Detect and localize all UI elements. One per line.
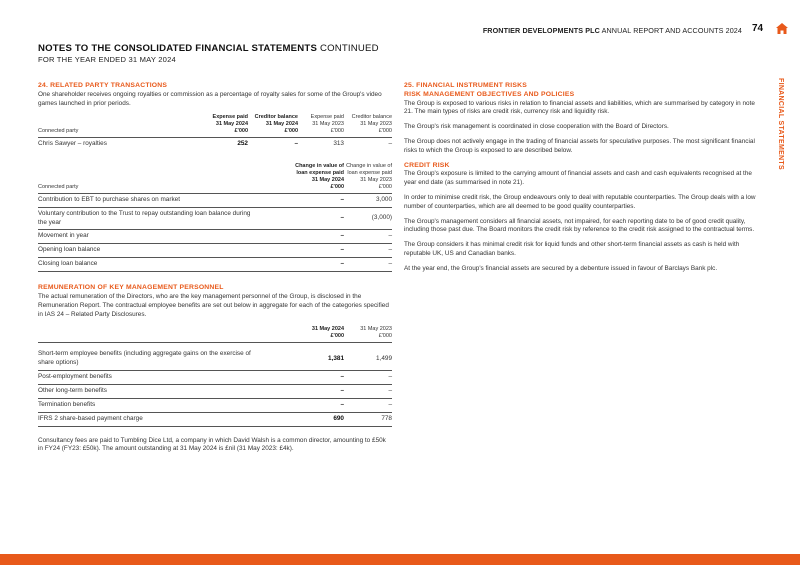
table-row: Termination benefits – –: [38, 398, 392, 412]
table1-header-4: Creditor balance 31 May 2023 £'000: [351, 114, 392, 135]
risk-objectives-heading: RISK MANAGEMENT OBJECTIVES AND POLICIES: [404, 90, 575, 98]
table-row: Chris Sawyer – royalties 252 – 313 –: [38, 138, 392, 152]
table-row: Closing loan balance – –: [38, 258, 392, 272]
table-row: IFRS 2 share-based payment charge 690 778: [38, 412, 392, 426]
note25-paragraph: The Group is exposed to various risks in relation to financial assets and liabilities, which are summarised by category in note 21. The main types of risks are credit risk, currency risk and liquidity risk.: [404, 99, 755, 116]
table1-header-party: Connected party: [38, 128, 79, 135]
table2-header-1: Change in value of loan expense paid 31 May 2024 £'000: [295, 163, 344, 191]
table2-header-2: Change in value of loan expense paid 31 May 2023 £'000: [346, 163, 392, 191]
table3-header-1: 31 May 2024 £'000: [311, 325, 344, 339]
note24-heading: 24. RELATED PARTY TRANSACTIONS: [38, 82, 168, 89]
loan-table: [38, 163, 392, 272]
table1-header-1: Expense paid 31 May 2024 £'000: [212, 114, 248, 135]
page-subtitle: FOR THE YEAR ENDED 31 MAY 2024: [38, 55, 176, 64]
remuneration-text: The actual remuneration of the Directors, who are the key management personnel of the Group, is disclosed in the Remuneration Report. The contractual employee benefits are set out below in aggregate for each of the categories specified in IAS 24 – Related Party Disclosures.: [38, 293, 389, 318]
credit-risk-heading: CREDIT RISK: [404, 161, 450, 169]
table2-header-party: Connected party: [38, 184, 79, 191]
note24-intro: One shareholder receives ongoing royalties or commission as a percentage of royalty sales for some of the Group's video games launched in prior periods.: [38, 90, 382, 107]
home-icon[interactable]: [776, 23, 788, 34]
note25-heading: 25. FINANCIAL INSTRUMENT RISKS: [404, 82, 527, 89]
royalties-table: [38, 114, 392, 151]
section-side-label[interactable]: FINANCIAL STATEMENTS: [777, 78, 784, 170]
table-row: Post-employment benefits – –: [38, 370, 392, 384]
right-column: [404, 82, 760, 280]
running-header: FRONTIER DEVELOPMENTS PLC ANNUAL REPORT AND ACCOUNTS 2024: [482, 26, 742, 35]
consultancy-note: Consultancy fees are paid to Tumbling Dice Ltd, a company in which David Walsh is a common director, amounting to £50k in FY24 (FY23: £50k). The amount outstanding at 31 May 2024 is £nil (31 May 2023: £4k).: [38, 436, 386, 453]
page-title: NOTES TO THE CONSOLIDATED FINANCIAL STATEMENTS CONTINUED: [38, 43, 379, 54]
table3-header-2: 31 May 2023 £'000: [360, 325, 392, 339]
table-row: Voluntary contribution to the Trust to repay outstanding loan balance during the year – (3,000): [38, 208, 392, 230]
footer-bar: [0, 554, 800, 565]
table-row: Short-term employee benefits (including aggregate gains on the exercise of share options) 1,381 1,499: [38, 342, 392, 370]
note25-paragraph: The Group's exposure is limited to the carrying amount of financial assets and cash and cash equivalents recognised at the year end date (as summarised in note 21).: [404, 170, 752, 187]
remuneration-heading: REMUNERATION OF KEY MANAGEMENT PERSONNEL: [38, 284, 224, 292]
page-number: 74: [752, 23, 764, 34]
table-row: Movement in year – –: [38, 230, 392, 244]
note25-paragraph: At the year end, the Group's financial assets are secured by a debenture issued in favour of Barclays Bank plc.: [404, 264, 718, 272]
left-column: [38, 82, 392, 460]
note25-paragraph: The Group does not actively engage in the trading of financial assets for speculative purposes. The most significant financial risks to which the Group is exposed to are described below.: [404, 137, 755, 154]
table1-header-3: Expense paid 31 May 2023 £'000: [310, 114, 344, 135]
note25-paragraph: The Group's management considers all financial assets, not impaired, for each reporting date to be of good credit quality, including those past due. The Board monitors the credit risk by reference to the credit risk assigned to the contractual terms.: [404, 217, 755, 234]
table-row: Opening loan balance – –: [38, 244, 392, 258]
remuneration-table: [38, 326, 392, 427]
note25-paragraph: The Group's risk management is coordinated in close cooperation with the Board of Directors.: [404, 123, 669, 131]
table1-header-2: Creditor balance 31 May 2024 £'000: [254, 114, 298, 135]
table-row: Contribution to EBT to purchase shares on market – 3,000: [38, 194, 392, 208]
table-row: Other long-term benefits – –: [38, 384, 392, 398]
note25-paragraph: The Group considers it has minimal credit risk for liquid funds and other short-term financial assets as cash is held with reputable UK, US and Canadian banks.: [404, 241, 740, 257]
note25-paragraph: In order to minimise credit risk, the Group endeavours only to deal with reputable counterparties. The Group deals with a low number of counterparties, which are all deemed to be good quality counterparties.: [404, 193, 756, 210]
